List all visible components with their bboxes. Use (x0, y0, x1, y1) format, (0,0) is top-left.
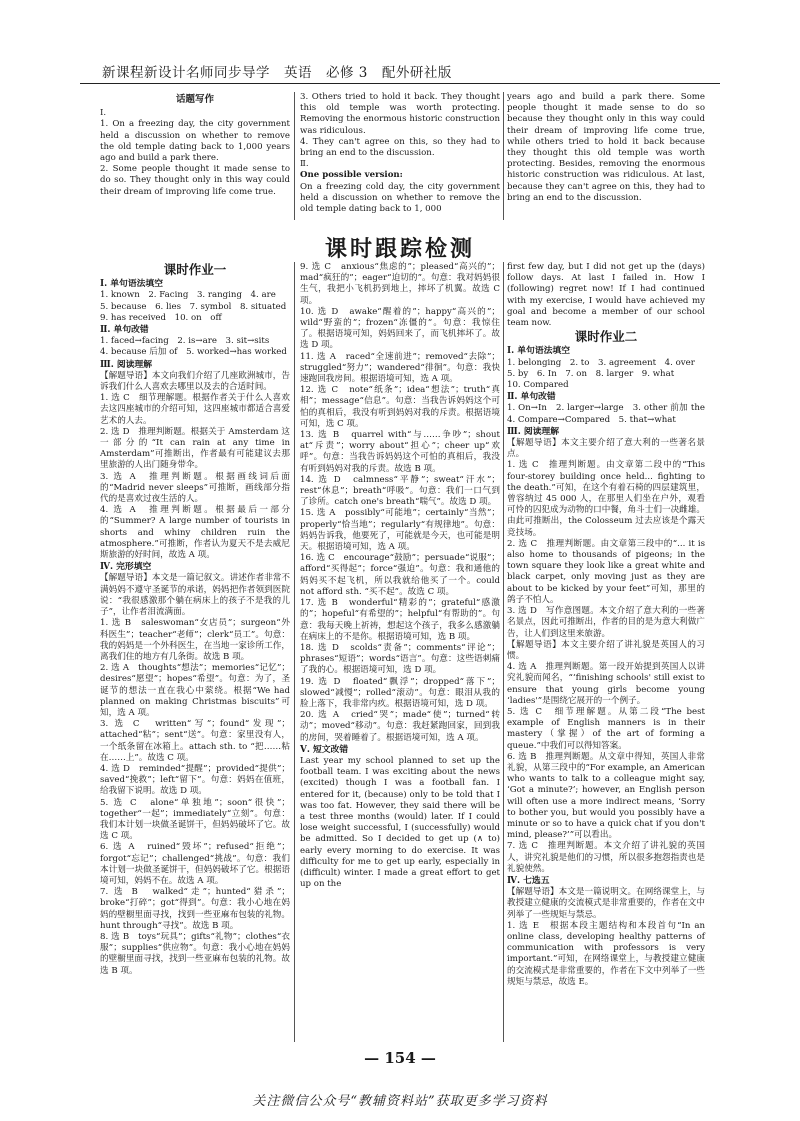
answer-line: 19. 选 D floated“飘浮”；dropped“落下”；slowed“减慢”；rolled“滚动”。句意：眼泪从我的脸上落下，我非常内疚。根据语境可知，选 D 项。 (300, 676, 500, 709)
answer-line: 13. 选 B quarrel with“与……争吵”；shout at“斥责”；worry about“担心”；cheer up“欢呼”。句意：当我告诉妈妈这个可怕的真相后，我没有听到妈妈对我的斥责。故选 B 项。 (300, 430, 500, 474)
answer-line: 16. 选 C encourage“鼓励”；persuade“说服”；afford“买得起”；force“强迫”。句意：我和通他的妈妈买不起飞机，所以我就给他买了一个。could not afford sth. “买不起”。故选 C 项。 (300, 553, 500, 597)
text-line: Ⅱ. (300, 159, 309, 170)
answer-line: 1. On→In 2. larger→large 3. other 前加 the 4. Compare→Compared 5. that→what (507, 403, 714, 425)
subsection-heading: Ⅲ. 阅读理解 (507, 426, 560, 437)
answer-line: 6. 选 A ruined“毁坏”；refused“拒绝”；forgot“忘记”；challenged“挑战”。句意：我们本计划一块做圣诞饼干，但妈妈破坏了它。根据语境可知，妈妈不在。故选 A 项。 (100, 842, 290, 886)
text-line: years ago and build a park there. Some people thought it made sense to do so because they thought only in this way could their dream of improving life come true, while others tried to hold it back because they thought this old temple was worth protecting. Besides, removing the enormous historic construction was ridiculous. At last, because they can't agree on this, they had to bring an end to the discussion. (507, 92, 705, 203)
answer-line: 3. 选 C written“写”；found“发现”；attached“粘”；sent“送”。句意：家里没有人，一个纸条留在冰箱上。attach sth. to “把……粘在……上”。故选 C 项。 (100, 719, 290, 763)
text-line: One possible version: (300, 170, 403, 181)
answer-line: 5. 选 C 细节理解题。从第二段“The best example of English manners is in their mastery（掌握）of the art of forming a queue.”中我们可以得知答案。 (507, 706, 705, 751)
writing-col-1 (100, 92, 290, 220)
subsection-heading: Ⅴ. 短文改错 (300, 744, 349, 755)
answer-line: 9. 选 C anxious“焦虑的”；pleased“高兴的”；mad“疯狂的”；eager“迫切的”。句意：我对妈妈很生气，我把小飞机扔到地上，摔坏了机翼。故选 C 项。 (300, 262, 500, 306)
answer-line: 8. 选 B toys“玩具”；gifts“礼物”；clothes“衣服”；supplies“供应物”。句意：我小心地在妈妈的壁橱里面寻找，找到一些亚麻布包装的礼物。故选 B 项。 (100, 931, 290, 976)
section-heading: 课时作业一 (163, 262, 227, 277)
subsection-heading: Ⅳ. 完形填空 (100, 562, 152, 573)
answer-line: 10. Compared (507, 380, 569, 391)
answer-line: 5. 选 C alone“单独地”；soon“很快”；together“一起”；immediately“立刻”。句意：我们本计划一块做圣诞饼干，但妈妈破坏了它。故选 C 项。 (100, 797, 290, 842)
subsection-heading: Ⅰ. 单句语法填空 (507, 346, 571, 357)
answer-line: first few day, but I did not get up the (days) follow days. At last I failed in. How I (following) regret now! If I had continued with my exercise, I would have achieved my goal and become a member of our school team now. (507, 262, 705, 329)
answer-line: 5. because 6. lies 7. symbol 8. situated (100, 301, 287, 312)
writing-col-2 (300, 92, 500, 220)
answer-line: 5. by 6. In 7. on 8. larger 9. what (507, 368, 675, 379)
answer-line: 1. faced→facing 2. is→are 3. sit→sits (100, 336, 270, 347)
answer-line: 17. 选 B wonderful“精彩的”；grateful“感激的”；hopeful“有希望的”；helpful“有帮助的”。句意：我每天晚上祈祷，想起这个孩子，我多么感激躺在病床上的不是你。根据语境可知，选 B 项。 (300, 598, 500, 642)
answers-col-2 (300, 262, 500, 1042)
answer-line: 7. 选 B walked“走”；hunted“猎杀”；broke“打碎”；got“得到”。句意：我小心地在妈妈的壁橱里面寻找，找到一些亚麻布包装的礼物。hunt through“寻找”。故选 B 项。 (100, 887, 290, 931)
text-line: 2. Some people thought it made sense to do so. They thought only in this way could their dream of improving life come true. (100, 164, 290, 197)
divider (503, 92, 504, 220)
answer-line: 3. 选 D 写作意图题。本文介绍了意大利的一些著名景点，因此可推断出，作者的目的是为意大利做广告，让人们到这里来旅游。 (507, 606, 705, 639)
answer-line: 12. 选 C note“纸条”；idea“想法”；truth“真相”；message“信息”。句意：当我告诉妈妈这个可怕的真相后，我没有听到妈妈对我的斥责。根据语境可知，选 C 项。 (300, 385, 500, 429)
answer-line: 4. because 后加 of 5. worked→has worked (100, 347, 287, 358)
answer-line: 4. 选 D reminded“提醒”；provided“提供”；saved“挽救”；left“留下”。句意：妈妈在值班，给我留下说明。故选 D 项。 (100, 763, 290, 797)
answer-line: 1. known 2. Facing 3. ranging 4. are (100, 290, 276, 301)
answer-line: 2. 选 A thoughts“想法”；memories“记忆”；desires“愿望”；hopes“希望”。句意：为了，圣诞节的想法一直在我心中萦绕。根据“We had planned on making Christmas biscuits”可知，选 A 项。 (100, 663, 290, 718)
answer-line: 11. 选 A raced“全速前进”；removed“去除”；struggled“努力”；wandered“徘徊”。句意：我快速跑回我房间。根据语境可知，选 A 项。 (300, 351, 500, 385)
text-line: Ⅰ. (100, 108, 107, 119)
page-number: — 154 — (364, 1049, 436, 1067)
answer-line: 3. 选 A 推理判断题。根据画线词后面的“Madrid never sleeps”可推断，画线部分指代的是喜欢过夜生活的人。 (100, 471, 290, 505)
header-title: 新课程新设计名师同步导学 英语 必修 3 配外研社版 (102, 65, 452, 81)
answer-line: 2. 选 C 推理判断题。由文章第三段中的“... it is also home to thousands of pigeons; in the town square they look like a great white and black carpet, only moving just as they are about to be kicked by your feet”可知，那里的鸽子不怕人。 (507, 538, 705, 605)
subsection-heading: Ⅲ. 阅读理解 (100, 359, 153, 370)
answers-col-1 (100, 262, 290, 1042)
answer-line: 7. 选 C 推理判断题。本文介绍了讲礼貌的英国人，讲究礼貌是他们的习惯，所以很多抱怨指责也是礼貌使然。 (507, 841, 705, 874)
answers-col-3 (507, 262, 714, 1042)
answer-line: 【解题导语】本文是一篇记叙文。讲述作者非常不满妈妈不遵守圣诞节的承诺，妈妈把作者领到医院说：“我很感激那个躺在病床上的孩子不是我的儿子”，让作者泪流满面。 (100, 573, 290, 618)
answer-line: 1. 选 C 细节理解题。根据作者关于什么人喜欢去这四座城市的介绍可知，这四座城市都适合喜爱艺术的人去。 (100, 393, 290, 426)
answer-line: 6. 选 B 推理判断题。从文章中得知，英国人非常礼貌，从第三段中的“For example, an American who wants to talk to a colleague might say, ‘Got a minute?’; however, an English person will often use a more indirect means, ‘Sorry to bother you, but would you possibly have a minute or so to have a quick chat if you don't mind, please?’”可以看出。 (507, 751, 705, 841)
answer-line: 14. 选 D calmness“平静”；sweat“汗水”；rest“休息”；breath“呼吸”。句意：我们一口气到了诊所。catch one's breath“喘气”。故选 D 项。 (300, 474, 500, 508)
answer-line: 18. 选 D scolds“责备”；comments“评论”；phrases“短语”；words“语言”。句意：这些语刺痛了我的心。根据语境可知，选 D 项。 (300, 642, 500, 676)
answer-line: 15. 选 A possibly“可能地”；certainly“当然”；properly“恰当地”；regularly“有规律地”。句意：妈妈告诉我，他要死了，可能就是今天，也可能是明天。根据语境可知，选 A 项。 (300, 508, 500, 553)
subsection-heading: Ⅱ. 单句改错 (507, 392, 556, 403)
answer-line: 【解题导语】本文主要介绍了讲礼貌是英国人的习惯。 (507, 639, 705, 661)
writing-title: 话题写作 (175, 94, 214, 105)
footer-note: 关注微信公众号“教辅资料站”获取更多学习资料 (252, 1094, 548, 1109)
subsection-heading: Ⅱ. 单句改错 (100, 325, 149, 336)
answer-line: 【解题导语】本文向我们介绍了几座欧洲城市，告诉我们什么人喜欢去哪里以及去的合适时间。 (100, 370, 290, 393)
divider (503, 262, 504, 1042)
answer-line: 1. 选 E 根据本段主题结构和本段首句“In an online class, developing healthy patterns of communication with professors is very important.”可知，在网络课堂上，与教授建立健康的交流模式是非常重要的，作者在下文中列举了一些规矩与禁忌，故选 E。 (507, 920, 705, 987)
answer-line: 10. 选 D awake“醒着的”；happy“高兴的”；wild“野蛮的”；frozen“冻僵的”。句意：我惊住了。根据语境可知，妈妈回来了，而飞机摔坏了。故选 D 项。 (300, 306, 500, 351)
answer-line: 4. 选 A 推理判断题。第一段开始提到英国人以讲究礼貌而闻名，“‘finishing schools' still exist to ensure that young girls become young ‘ladies'”是围绕它展开的一个例子。 (507, 662, 705, 706)
text-line: 4. They can't agree on this, so they had to bring an end to the discussion. (300, 136, 500, 159)
divider (294, 262, 295, 1042)
divider (294, 92, 295, 220)
text-line: On a freezing cold day, the city government held a discussion on whether to remove the old temple dating back to 1, 000 (300, 181, 500, 215)
text-line: 3. Others tried to hold it back. They thought this old temple was worth protecting. Removing the enormous historic construction was ridiculous. (300, 92, 500, 136)
answer-line: 1. 选 C 推理判断题。由文章第二段中的“This four-storey building once held... fighting to the death.”可知，在这个有着石椅的四层建筑里，曾容纳过 45 000 人，在那里人们坐在户外，观看可怜的囚犯成为动物的口中餐，角斗士们一决雌雄。由此可推断出，the Colosseum 过去应该是个露天竞技场。 (507, 460, 705, 538)
section-heading: 课时作业二 (574, 329, 638, 345)
text-line: 1. On a freezing day, the city government held a discussion on whether to remove the old temple dating back to 1,000 years ago and build a park there. (100, 119, 290, 164)
page-header (80, 52, 720, 84)
answer-line: 20. 选 A cried“哭”；made“使”；turned“转动”；moved“移动”。句意：我赶紧跑回家，回到我的房间，哭着睡着了。根据语境可知，选 A 项。 (300, 710, 500, 743)
subsection-heading: Ⅳ. 七选五 (507, 875, 550, 886)
answer-line: 9. has received 10. on off (100, 312, 222, 323)
writing-col-3 (507, 92, 705, 220)
answer-line: 4. 选 A 推理判断题。根据最后一部分的“Summer? A large number of tourists in shorts and whiny children ruin the atmosphere.”可推断，作者认为夏天不是去威尼斯旅游的好时间，故选 A 项。 (100, 505, 290, 561)
answer-line: Last year my school planned to set up the football team. I was exciting about the news (excited) though I was a football fan. I entered for it, (because) only to be told that I was too fat. However, they said there will be a test three months (would) later. If I could lose weight successful, I (successfully) would be admitted. So I decided to get up (∧ to) early every morning to do exercise. It was difficulty for me to get up early, especially in (difficult) winter. I made a great effort to get up on the (300, 755, 500, 890)
answer-line: 【解题导语】本文主要介绍了意大利的一些著名景点。 (507, 438, 705, 460)
answer-line: 2. 选 D 推理判断题。根据关于 Amsterdam 这一部分的“It can rain at any time in Amsterdam”可推断出，作者最有可能建议去那里旅游的人出门随身带伞。 (100, 426, 290, 471)
answer-line: 1. belonging 2. to 3. agreement 4. over (507, 357, 695, 368)
main-title: 课时跟踪检测 (324, 237, 475, 262)
answer-line: 1. 选 B saleswoman“女店员”；surgeon“外科医生”；teacher“老师”；clerk“员工”。句意：我的妈妈是一个外科医生，在当地一家诊所工作，离我们住的地方有几条街。故选 B 项。 (100, 618, 290, 662)
subsection-heading: Ⅰ. 单句语法填空 (100, 279, 164, 290)
answer-line: 【解题导语】本文是一篇说明文。在网络课堂上，与教授建立健康的交流模式是非常重要的，作者在文中列举了一些规矩与禁忌。 (507, 887, 705, 920)
